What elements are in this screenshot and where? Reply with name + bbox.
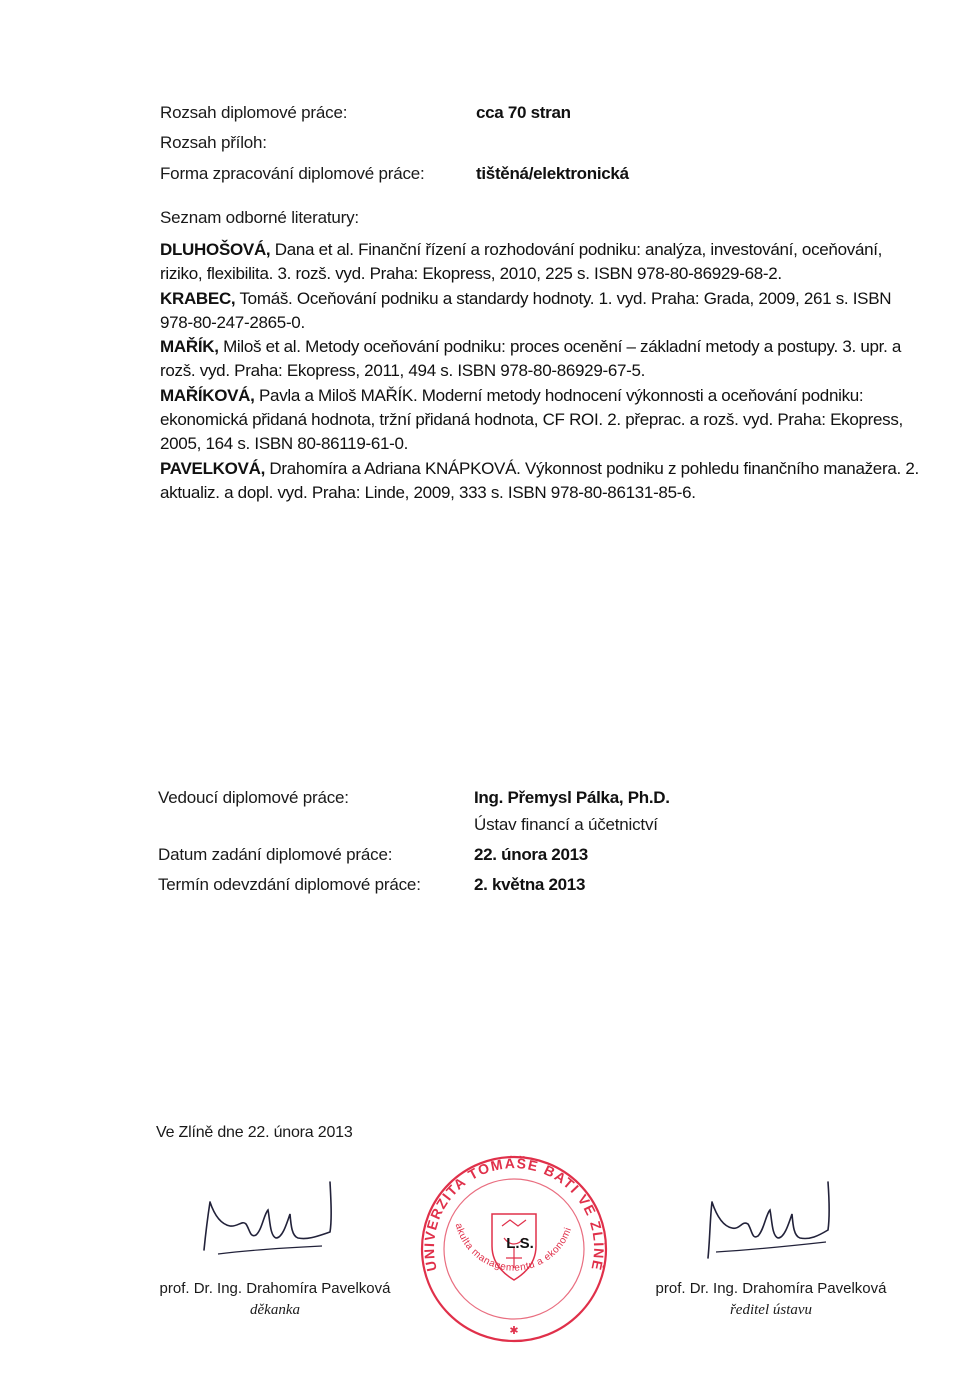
- stamp-outer-text: UNIVERZITA TOMÁŠE BATI VE ZLÍNĚ: [420, 1155, 608, 1273]
- entry-text: Pavla a Miloš MAŘÍK. Moderní metody hodnocení výkonnosti a oceňování podniku: ekonomická přidaná hodnota, tržní přidaná hodnota, CF ROI. 2. přeprac. a rozš. vyd. Praha: Ekopress, 2005, 164 s. ISBN 80-86119-61-0.: [160, 385, 903, 454]
- literature-entry: [160, 238, 920, 287]
- place-date: Ve Zlíně dne 22. února 2013: [156, 1124, 353, 1141]
- supervisor-name: Ing. Přemysl Pálka, Ph.D.: [474, 788, 670, 807]
- literature-heading: Seznam odborné literatury:: [160, 208, 359, 227]
- star-icon: ✱: [509, 1324, 519, 1337]
- form-label: Forma zpracování diplomové práce:: [160, 164, 425, 183]
- left-signatory-role: děkanka: [250, 1302, 300, 1318]
- stamp-inner-text: Fakulta managementu a ekonomiky: [410, 1146, 575, 1274]
- literature-list: [160, 238, 920, 505]
- literature-entry: [160, 384, 920, 457]
- left-signatory-name: prof. Dr. Ing. Drahomíra Pavelková: [159, 1280, 391, 1297]
- entry-authors: MAŘÍK,: [160, 337, 219, 357]
- stamp-center-mark: L.S.: [506, 1235, 534, 1252]
- assignment-date-value: 22. února 2013: [474, 845, 588, 864]
- entry-authors: MAŘÍKOVÁ,: [160, 385, 255, 405]
- entry-text: Drahomíra a Adriana KNÁPKOVÁ. Výkonnost podniku z pohledu finančního manažera. 2. aktualiz. a dopl. vyd. Praha: Linde, 2009, 333 s. ISBN 978-80-86131-85-6.: [160, 458, 919, 502]
- entry-authors: DLUHOŠOVÁ,: [160, 240, 271, 259]
- right-handwritten-signature: [690, 1180, 850, 1270]
- form-value: tištěná/elektronická: [476, 164, 629, 183]
- supervisor-department: Ústav financí a účetnictví: [474, 815, 658, 834]
- entry-text: Miloš et al. Metody oceňování podniku: proces ocenění – základní metody a postupy. 3. upr. a rozš. vyd. Praha: Ekopress, 2011, 494 s. ISBN 978-80-86929-67-5.: [160, 337, 902, 381]
- left-handwritten-signature: [190, 1180, 350, 1270]
- right-signatory-name: prof. Dr. Ing. Drahomíra Pavelková: [655, 1280, 887, 1297]
- entry-authors: PAVELKOVÁ,: [160, 458, 265, 478]
- assignment-date-label: Datum zadání diplomové práce:: [158, 845, 393, 864]
- entry-text: Tomáš. Oceňování podniku a standardy hodnoty. 1. vyd. Praha: Grada, 2009, 261 s. ISBN 978-80-247-2865-0.: [160, 288, 892, 332]
- scope-value: cca 70 stran: [476, 103, 571, 122]
- university-stamp: [410, 1146, 614, 1344]
- entry-text: Dana et al. Finanční řízení a rozhodování podniku: analýza, investování, oceňování, riziko, flexibilita. 3. rozš. vyd. Praha: Ekopress, 2010, 225 s. ISBN 978-80-86929-68-2.: [160, 240, 883, 284]
- supervisor-label: Vedoucí diplomové práce:: [158, 788, 349, 807]
- literature-entry: [160, 457, 920, 506]
- scope-label: Rozsah diplomové práce:: [160, 103, 348, 122]
- entry-authors: KRABEC,: [160, 288, 236, 308]
- right-signatory-role: ředitel ústavu: [729, 1302, 813, 1318]
- deadline-label: Termín odevzdání diplomové práce:: [158, 875, 421, 894]
- literature-entry: [160, 287, 920, 336]
- deadline-value: 2. května 2013: [474, 875, 586, 894]
- literature-entry: [160, 335, 920, 384]
- appendix-scope-label: Rozsah příloh:: [160, 133, 267, 152]
